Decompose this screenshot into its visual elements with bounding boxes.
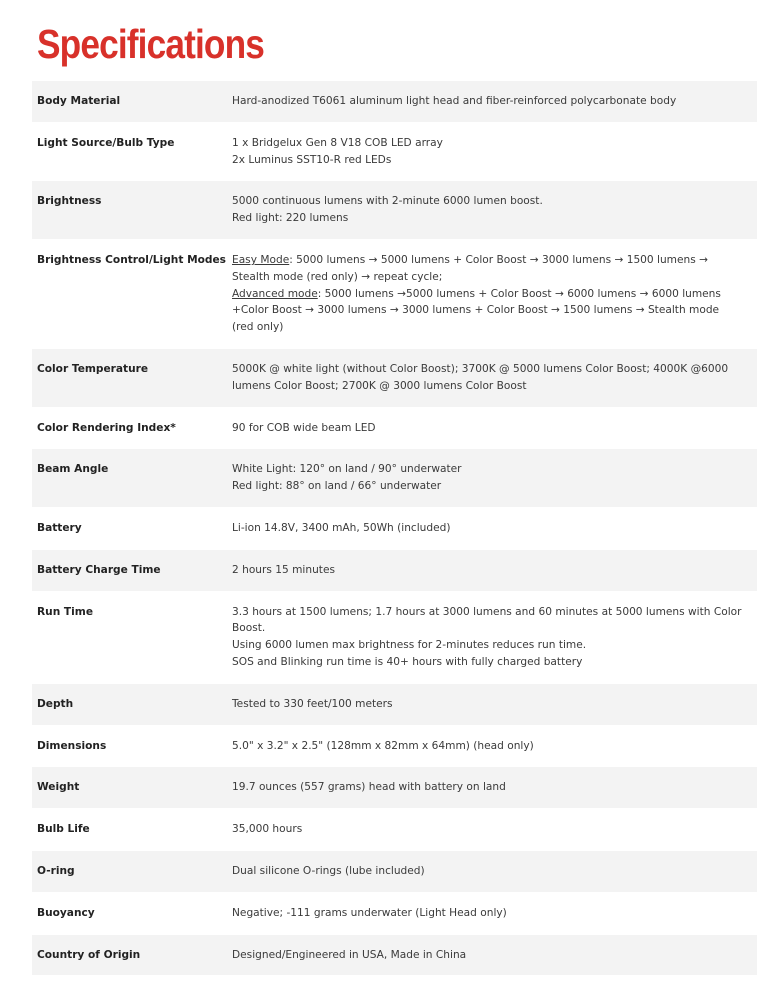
easy-mode-label: Easy Mode <box>232 253 290 266</box>
spec-value-line: Hard-anodized T6061 aluminum light head and fiber-reinforced polycarbonate body <box>232 95 677 107</box>
spec-label-weight: Weight <box>32 767 227 809</box>
spec-label-cri: Color Rendering Index* <box>32 407 227 449</box>
spec-label-o-ring: O-ring <box>32 850 227 892</box>
table-row <box>32 507 757 549</box>
spec-label-light-source: Light Source/Bulb Type <box>32 122 227 181</box>
spec-value-color-temperature <box>227 348 757 407</box>
spec-value-country-of-origin <box>227 934 757 976</box>
spec-label-light-modes: Brightness Control/Light Modes <box>32 239 227 348</box>
spec-value-battery <box>227 507 757 549</box>
spec-label-depth: Depth <box>32 683 227 725</box>
spec-value-bulb-life <box>227 809 757 851</box>
table-row <box>32 683 757 725</box>
spec-value-beam-angle <box>227 449 757 508</box>
table-row <box>32 407 757 449</box>
advanced-mode-line <box>232 286 743 336</box>
spec-value-line: 5000 continuous lumens with 2-minute 6000 lumen boost. <box>232 195 543 208</box>
spec-value-line: 35,000 hours <box>232 823 303 836</box>
table-row <box>32 348 757 407</box>
spec-value-line: 2x Luminus SST10-R red LEDs <box>232 153 392 166</box>
spec-value-buoyancy <box>227 892 757 934</box>
spec-value-run-time <box>227 591 757 683</box>
spec-value-line: Li-ion 14.8V, 3400 mAh, 50Wh (included) <box>232 521 451 534</box>
spec-value-line: Tested to 330 feet/100 meters <box>232 697 393 710</box>
spec-label-charge-time: Battery Charge Time <box>32 549 227 591</box>
spec-value-depth <box>227 683 757 725</box>
spec-value-line: 90 for COB wide beam LED <box>232 421 376 434</box>
spec-label-country-of-origin: Country of Origin <box>32 934 227 976</box>
specifications-table <box>32 81 757 976</box>
spec-value-line: 3.3 hours at 1500 lumens; 1.7 hours at 3000 lumens and 60 minutes at 5000 lumens with Color Boost. <box>232 605 742 635</box>
spec-value-line: Designed/Engineered in USA, Made in China <box>232 948 467 961</box>
advanced-mode-label: Advanced mode <box>232 287 318 300</box>
spec-value-dimensions <box>227 725 757 767</box>
spec-value-line: 5.0" x 3.2" x 2.5" (128mm x 82mm x 64mm) (head only) <box>232 739 534 752</box>
spec-value-line: Using 6000 lumen max brightness for 2-minutes reduces run time. <box>232 639 587 652</box>
spec-value-line: SOS and Blinking run time is 40+ hours with fully charged battery <box>232 655 583 668</box>
spec-label-buoyancy: Buoyancy <box>32 892 227 934</box>
table-row <box>32 122 757 181</box>
spec-value-line: 1 x Bridgelux Gen 8 V18 COB LED array <box>232 136 443 149</box>
spec-label-brightness: Brightness <box>32 181 227 240</box>
table-row <box>32 850 757 892</box>
advanced-mode-text: : 5000 lumens →5000 lumens + Color Boost → 6000 lumens → 6000 lumens +Color Boost → 3000 lumens → 3000 lumens + Color Boost → 1500 lumens → Stealth mode (red only) <box>232 287 721 334</box>
table-row <box>32 81 757 122</box>
spec-value-body-material <box>227 81 757 122</box>
spec-value-light-source <box>227 122 757 181</box>
spec-label-dimensions: Dimensions <box>32 725 227 767</box>
table-row <box>32 809 757 851</box>
table-row <box>32 449 757 508</box>
spec-value-line: Red light: 220 lumens <box>232 212 349 225</box>
spec-value-weight <box>227 767 757 809</box>
spec-label-run-time: Run Time <box>32 591 227 683</box>
spec-value-line: Negative; -111 grams underwater (Light Head only) <box>232 906 507 919</box>
spec-value-line: White Light: 120° on land / 90° underwater <box>232 463 462 476</box>
page-title: Specifications <box>37 21 265 67</box>
spec-value-light-modes <box>227 239 757 348</box>
spec-value-cri <box>227 407 757 449</box>
table-row <box>32 725 757 767</box>
spec-value-line: 5000K @ white light (without Color Boost); 3700K @ 5000 lumens Color Boost; 4000K @6000 lumens Color Boost; 2700K @ 3000 lumens Color Boost <box>232 362 729 392</box>
spec-label-battery: Battery <box>32 507 227 549</box>
easy-mode-text: : 5000 lumens → 5000 lumens + Color Boost → 3000 lumens → 1500 lumens → Stealth mode (red only) → repeat cycle; <box>232 253 708 283</box>
spec-value-o-ring <box>227 850 757 892</box>
table-row <box>32 591 757 683</box>
table-row <box>32 934 757 976</box>
spec-label-body-material: Body Material <box>32 81 227 122</box>
spec-label-bulb-life: Bulb Life <box>32 809 227 851</box>
spec-value-line: Red light: 88° on land / 66° underwater <box>232 480 442 493</box>
table-row <box>32 892 757 934</box>
table-row <box>32 239 757 348</box>
spec-value-charge-time <box>227 549 757 591</box>
table-row <box>32 181 757 240</box>
spec-label-beam-angle: Beam Angle <box>32 449 227 508</box>
table-row <box>32 549 757 591</box>
spec-label-color-temperature: Color Temperature <box>32 348 227 407</box>
spec-value-brightness <box>227 181 757 240</box>
spec-value-line: 19.7 ounces (557 grams) head with battery on land <box>232 781 506 794</box>
spec-value-line: Dual silicone O-rings (lube included) <box>232 864 425 877</box>
spec-value-line: 2 hours 15 minutes <box>232 563 335 576</box>
easy-mode-line <box>232 252 743 286</box>
table-row <box>32 767 757 809</box>
